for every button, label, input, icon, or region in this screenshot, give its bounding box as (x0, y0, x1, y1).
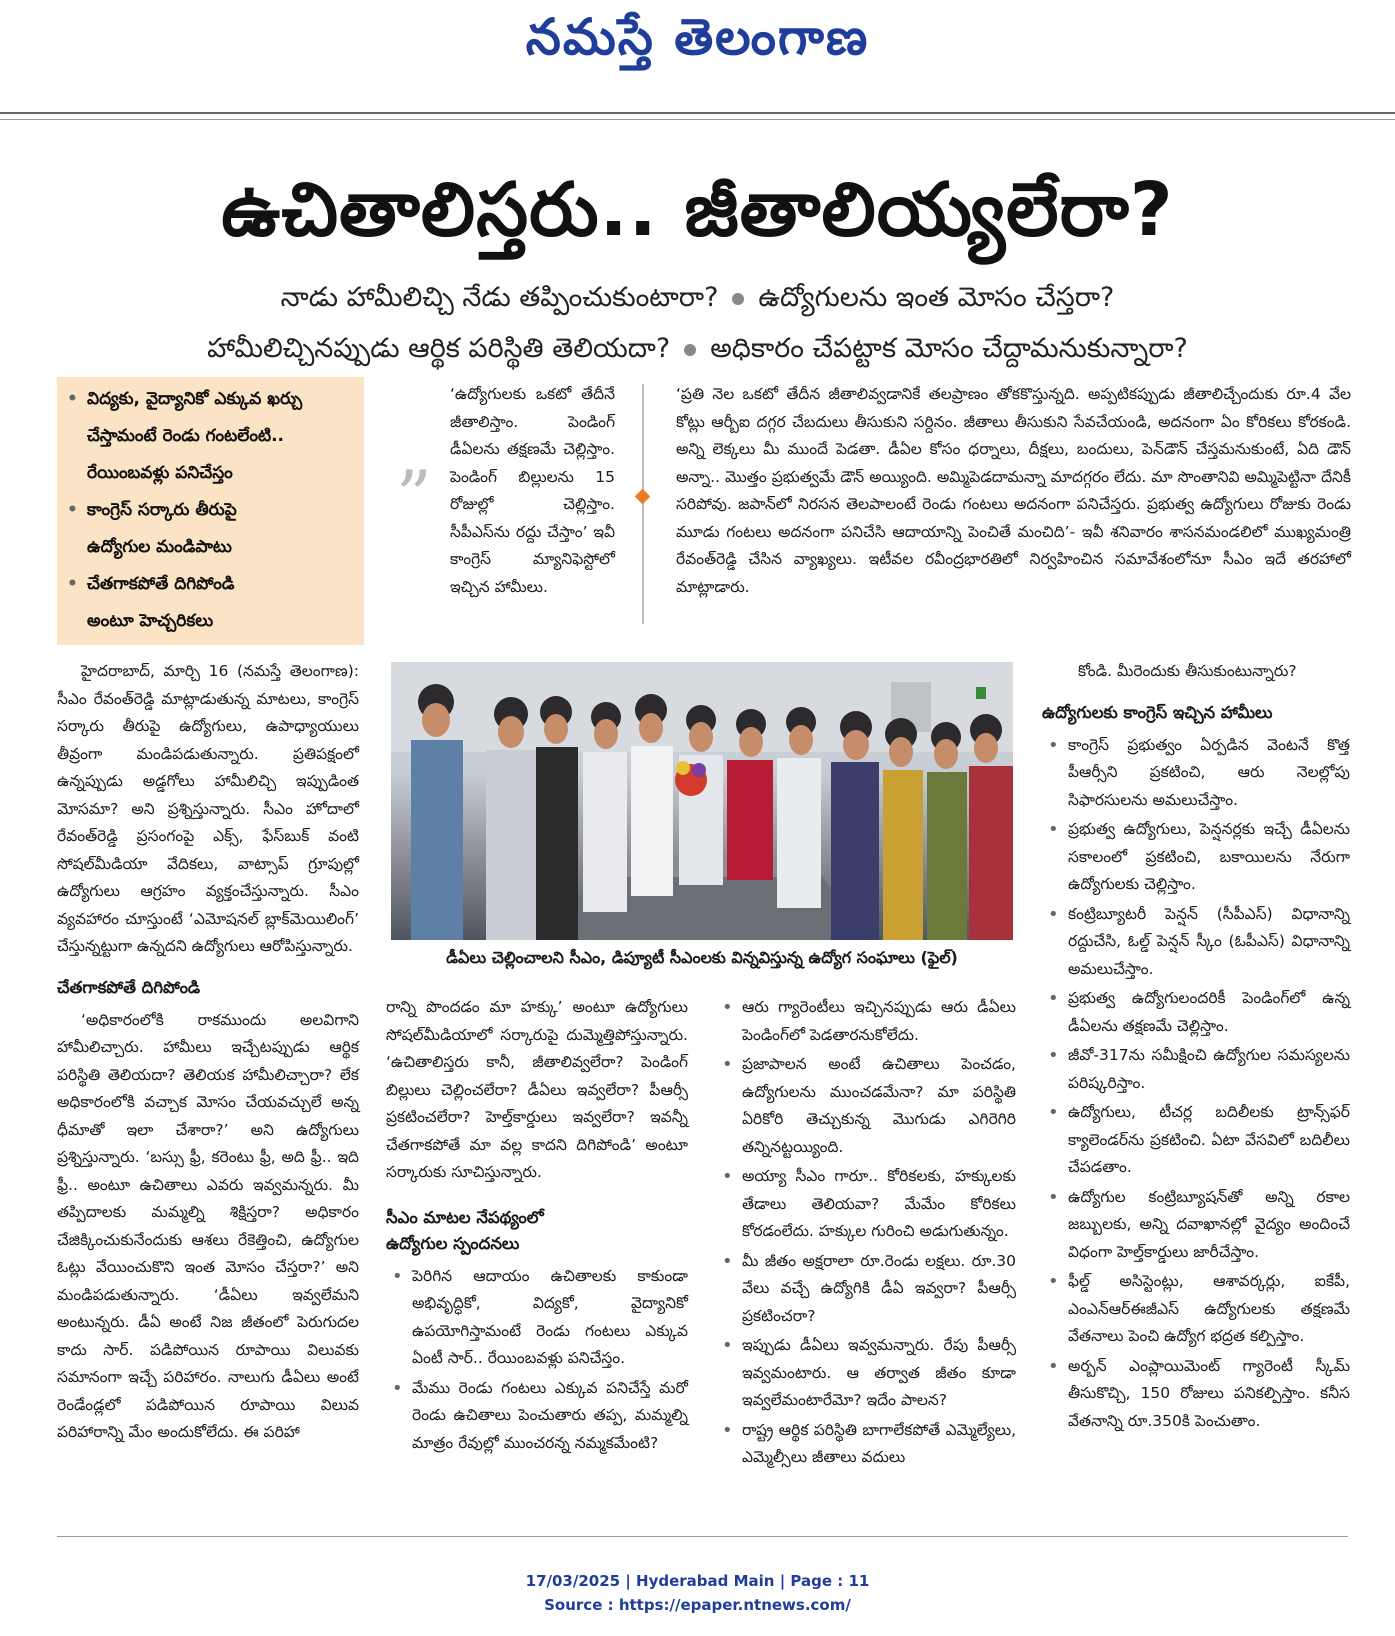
newspaper-masthead: నమస్తే తెలంగాణ (525, 8, 870, 66)
list-item: • అయ్యా సీఎం గారూ.. కోరికలకు, హక్కులకు తేడాలు తెలియవా? మేమేం కోరికలు కోరడంలేదు. హక్కుల గురించి అడుగుతున్నం. (716, 1163, 1016, 1246)
highlights-box (57, 377, 364, 645)
employee-reactions-list (386, 1263, 688, 1458)
footer-source: Source : https://epaper.ntnews.com/ (544, 1596, 851, 1614)
subheadline-1 (40, 276, 1355, 320)
subheadline-2a: హామీలిచ్చినప్పుడు ఆర్థిక పరిస్థితి తెలియదా? (207, 333, 671, 364)
masthead-rule (0, 112, 1395, 114)
highlight-item: • కాంగ్రెస్ సర్కారు తీరుపై (57, 492, 364, 529)
highlight-item: • విద్యకు, వైద్యానికో ఎక్కువ ఖర్చు (57, 381, 364, 418)
list-item: • కంట్రిబ్యూటరీ పెన్షన్ (సీపీఎస్) విధానాన్ని రద్దుచేసి, ఓల్డ్ పెన్షన్ స్కీం (ఓపీఎస్) విధానాన్ని అమలుచేస్తాం. (1042, 901, 1350, 984)
masthead-rule-thin (0, 119, 1395, 120)
article-column-1 (57, 658, 359, 1447)
article-subheading: ఉద్యోగుల స్పందనలు (386, 1233, 520, 1253)
highlight-item-cont: రేయింబవళ్లు పనిచేస్తం (87, 463, 233, 483)
highlight-item-cont: చేస్తామంటే రెండు గంటలేంటి.. (87, 426, 285, 446)
list-item: • ఇప్పుడు డీఏలు ఇవ్వమన్నారు. రేపు పీఆర్సీ ఇవ్వమంటారు. ఆ తర్వాత జీతం కూడా ఇవ్వలేమంటారేమో? ఇదేం పాలన? (716, 1332, 1016, 1415)
subheadline-2b: అధికారం చేపట్టాక మోసం చేద్దామనుకున్నారా? (710, 333, 1188, 364)
list-item: • ఉద్యోగులు, టీచర్ల బదిలీలకు ట్రాన్స్‌ఫర్ క్యాలెండర్‌ను ప్రకటించి. ఏటా వేసవిలో బదిలీలు చేపడతాం. (1042, 1099, 1350, 1182)
list-item: • రాష్ట్ర ఆర్థిక పరిస్థితి బాగాలేకపోతే ఎమ్మెల్యేలు, ఎమ్మెల్సీలు జీతాలు వదులు (716, 1417, 1016, 1472)
bullet-dot (732, 293, 744, 305)
article-subheading: ఉద్యోగులకు కాంగ్రెస్ ఇచ్చిన హామీలు (1042, 702, 1273, 722)
list-item: • ప్రభుత్వ ఉద్యోగులు, పెన్షనర్లకు ఇచ్చే డీఏలను సకాలంలో ప్రకటించి, బకాయిలను నేరుగా ఉద్యోగులకు చెల్లిస్తాం. (1042, 816, 1350, 899)
quote-mark-icon: ” (396, 456, 432, 538)
cm-quote: ‘ప్రతి నెల ఒకటో తేదీన జీతాలివ్వడానికే తలప్రాణం తోకకొస్తున్నది. అప్పటికప్పుడు జీతాలిచ్చేందుకు రూ.4 వేల కోట్లు ఆర్బీఐ దగ్గర చేబదులు తీసుకుని సర్దినం. జీతాలు తీసుకుని సేవచేయండి, అదనంగా ఏం కోరికలు కోరకండి. అన్ని లెక్కలు మీ ముందే పెడతా. డీఏల కోసం ధర్నాలు, దీక్షలు, బందులు, పెన్‌డౌన్ చేస్తమనుకుంటే, ఏది డౌన్ అన్నా.. మొత్తం ప్రభుత్వమే డౌన్ అయ్యింది. అమ్మిపెడదామన్నా మాదగ్గరం లేదు. మా సొంతానివి అమ్మిపెట్టినా దేనికీ సరిపోవు. జపాన్‌లో నిరసన తెలపాలంటే రెండు గంటలు అదనంగా పనిచేస్తరు. ప్రభుత్వ ఉద్యోగులు రోజుకు రెండు మూడు గంటలు అదనంగా పనిచేసి ఆదాయాన్ని పెంచితే మంచిది’- ఇవీ శనివారం శాసనమండలిలో ముఖ్యమంత్రి రేవంత్‌రెడ్డి చేసిన వ్యాఖ్యలు. ఇటీవల రవీంద్రభారతిలో నిర్వహించిన సమావేశంలోనూ సీఎం ఇదే తరహాలో మాట్లాడారు. (676, 385, 1351, 596)
article-column-3 (716, 994, 1016, 1474)
group-photo-illustration (391, 662, 1013, 940)
list-item: • ప్రజాపాలన అంటే ఉచితాలు పెంచడం, ఉద్యోగులను ముంచడమేనా? మా పరిస్థితి ఏరికోరి తెచ్చుకున్న మొగుడు ఎగిరెగిరి తన్నినట్టయ్యింది. (716, 1051, 1016, 1161)
headline: ఉచితాలిస్తరు.. జీతాలియ్యలేరా? (221, 167, 1174, 253)
list-item: • మీ జీతం అక్షరాలా రూ.రెండు లక్షలు. రూ.30 వేలు వచ్చే ఉద్యోగికి డీఏ ఇవ్వరా? పీఆర్సీ ప్రకటించరా? (716, 1248, 1016, 1331)
manifesto-quote: ‘ఉద్యోగులకు ఒకటో తేదీనే జీతాలిస్తాం. పెండింగ్ డీఏలను తక్షణమే చెల్లిస్తాం. పెండింగ్ బిల్లులను 15 రోజుల్లో చెల్లిస్తాం. సీపీఎస్‌ను రద్దు చేస్తాం’ ఇవీ కాంగ్రెస్ మ్యానిఫెస్టోలో ఇచ్చిన హామీలు. (450, 385, 615, 596)
diamond-icon (635, 489, 651, 505)
list-item: • మేము రెండు గంటలు ఎక్కువ పనిచేస్తే మరో రెండు ఉచితాలు పెంచుతారు తప్ప, మమ్మల్ని మాత్రం రేవుల్లో ముంచరన్న నమ్మకమేంటి? (386, 1375, 688, 1458)
list-item: • కాంగ్రెస్ ప్రభుత్వం ఏర్పడిన వెంటనే కొత్త పీఆర్సీని ప్రకటించి, ఆరు నెలల్లోపు సిఫారసులను అమలుచేస్తాం. (1042, 732, 1350, 815)
list-item: • జీవో-317ను సమీక్షించి ఉద్యోగుల సమస్యలను పరిష్కరిస్తాం. (1042, 1042, 1350, 1097)
employee-reactions-list (716, 994, 1016, 1472)
article-paragraph: కోండి. మీరెందుకు తీసుకుంటున్నారు? (1078, 662, 1297, 680)
article-column-4 (1042, 658, 1350, 1437)
highlight-item: • చేతగాకపోతే దిగిపోండి (57, 566, 364, 603)
article-subheading: చేతగాకపోతే దిగిపోండి (57, 977, 201, 997)
list-item: • ఫీల్డ్ అసిస్టెంట్లు, ఆశావర్కర్లు, ఐకేపీ, ఎంఎన్ఆర్ఈజీఎస్ ఉద్యోగులకు తక్షణమే వేతనాలు పెంచి ఉద్యోగ భద్రత కల్పిస్తాం. (1042, 1268, 1350, 1351)
highlight-item-cont: ఉద్యోగుల మండిపాటు (87, 537, 232, 557)
footer-edition-info: 17/03/2025 | Hyderabad Main | Page : 11 (525, 1572, 870, 1590)
article-subheading: సీఎం మాటల నేపథ్యంలో (386, 1207, 544, 1227)
news-photo (391, 662, 1013, 940)
list-item: • ప్రభుత్వ ఉద్యోగులందరికీ పెండింగ్‌లో ఉన్న డీఏలను తక్షణమే చెల్లిస్తాం. (1042, 985, 1350, 1040)
list-item: • పెరిగిన ఆదాయం ఉచితాలకు కాకుండా అభివృద్ధికో, విద్యకో, వైద్యానికో ఉపయోగిస్తామంటే రెండు గంటలు ఎక్కువ ఏంటీ సార్.. రేయింబవళ్లు పనిచేస్తం. (386, 1263, 688, 1373)
bottom-rule (57, 1536, 1348, 1537)
article-paragraph: రాన్ని పొందడం మా హక్కు’ అంటూ ఉద్యోగులు సోషల్‌మీడియాలో సర్కారుపై దుమ్మెత్తిపోస్తున్నారు. ‘ఉచితాలిస్తరు కానీ, జీతాలివ్వలేరా? పెండింగ్ బిల్లులు చెల్లించలేరా? డీఏలు ఇవ్వలేరా? పీఆర్సీ ప్రకటించలేరా? హెల్త్‌కార్డులు ఇవ్వలేరా? ఇవన్నీ చేతగాకపోతే మా వల్ల కాదని దిగిపోండి’ అంటూ సర్కారుకు సూచిస్తున్నారు. (386, 998, 688, 1181)
subheadline-2 (40, 327, 1355, 371)
bullet-dot (684, 344, 696, 356)
list-item: • అర్బన్ ఎంప్లాయిమెంట్ గ్యారెంటీ స్కీమ్ తీసుకొచ్చి, 150 రోజులు పనికల్పిస్తాం. కనీస వేతనాన్ని రూ.350కి పెంచుతాం. (1042, 1353, 1350, 1436)
article-paragraph: ‘అధికారంలోకి రాకముందు అలవిగాని హామీలిచ్చారు. హామీలు ఇచ్చేటప్పుడు ఆర్థిక పరిస్థితి తెలియదా? తెలియక హామీలిచ్చారా? లేక అధికారంలోకి వచ్చాక మోసం చేయవచ్చులే అన్న ధీమాతో ఇలా చేశారా?’ అని ఉద్యోగులు ప్రశ్నిస్తున్నారు. ‘బస్సు ఫ్రీ, కరెంటు ఫ్రీ, అది ఫ్రీ.. ఇది ఫ్రీ.. అంటూ ఉచితాలు ఎవరు ఇవ్వమన్నరు. మీ తప్పిదాలకు మమ్మల్ని శిక్షిస్తరా? అధికారం చేజిక్కించుకునేందుకు ఆశలు రేకెత్తించి, ఉద్యోగుల ఓట్లు వేయించుకొని ఇంత మోసం చేస్తరా?’ అని మండిపడుతున్నారు. ‘డీఏలు ఇవ్వలేమని అంటున్నరు. డీఏ అంటే నిజ జీతంలో పెరుగుదల కాదు సార్. పడిపోయిన రూపాయి విలువకు సమానంగా ఇచ్చే పరిహారం. నాలుగు డీఏలు అంటే రెండేండ్లలో పడిపోయిన రూపాయి విలువ పరిహారాన్ని మేం అందుకోలేదు. ఈ పరిహా (57, 1010, 359, 1441)
subheadline-1b: ఉద్యోగులను ఇంత మోసం చేస్తరా? (758, 282, 1115, 313)
list-item: • ఆరు గ్యారెంటీలు ఇచ్చినప్పుడు ఆరు డీఏలు పెండింగ్‌లో పెడతారనుకోలేదు. (716, 994, 1016, 1049)
article-column-2 (386, 994, 688, 1459)
article-paragraph: హైదరాబాద్, మార్చి 16 (నమస్తే తెలంగాణ): సీఎం రేవంత్‌రెడ్డి మాట్లాడుతున్న మాటలు, కాంగ్రెస్ సర్కారు తీరుపై ఉద్యోగులు, ఉపాధ్యాయులు తీవ్రంగా మండిపడుతున్నారు. ప్రతిపక్షంలో ఉన్నప్పుడు అడ్డగోలు హామీలిచ్చి ఇప్పుడింత మోసమా? అని ప్రశ్నిస్తున్నారు. సీఎం హోదాలో రేవంత్‌రెడ్డి ప్రసంగంపై ఎక్స్, ఫేస్‌బుక్ వంటి సోషల్‌మీడియా వేదికలు, వాట్సాప్ గ్రూపుల్లో ఉద్యోగులు ఆగ్రహం వ్యక్తంచేస్తున్నారు. సీఎం వ్యవహారం చూస్తుంటే ‘ఎమోషనల్ బ్లాక్‌మెయిలింగ్’ చేస్తున్నట్టుగా ఉన్నదని ఉద్యోగులు ఆరోపిస్తున్నారు. (57, 662, 359, 955)
photo-caption: డీఏలు చెల్లించాలని సీఎం, డిప్యూటీ సీఎంలకు విన్నవిస్తున్న ఉద్యోగ సంఘాలు (ఫైల్) (446, 948, 958, 967)
congress-promises-list (1042, 732, 1350, 1436)
list-item: • ఉద్యోగుల కంట్రిబ్యూషన్‌తో అన్ని రకాల జబ్బులకు, అన్ని దవాఖానల్లో వైద్యం అందించే విధంగా హెల్త్‌కార్డులు జారీచేస్తాం. (1042, 1184, 1350, 1267)
highlight-item-cont: అంటూ హెచ్చరికలు (87, 611, 214, 631)
subheadline-1a: నాడు హామీలిచ్చి నేడు తప్పించుకుంటారా? (280, 282, 719, 313)
